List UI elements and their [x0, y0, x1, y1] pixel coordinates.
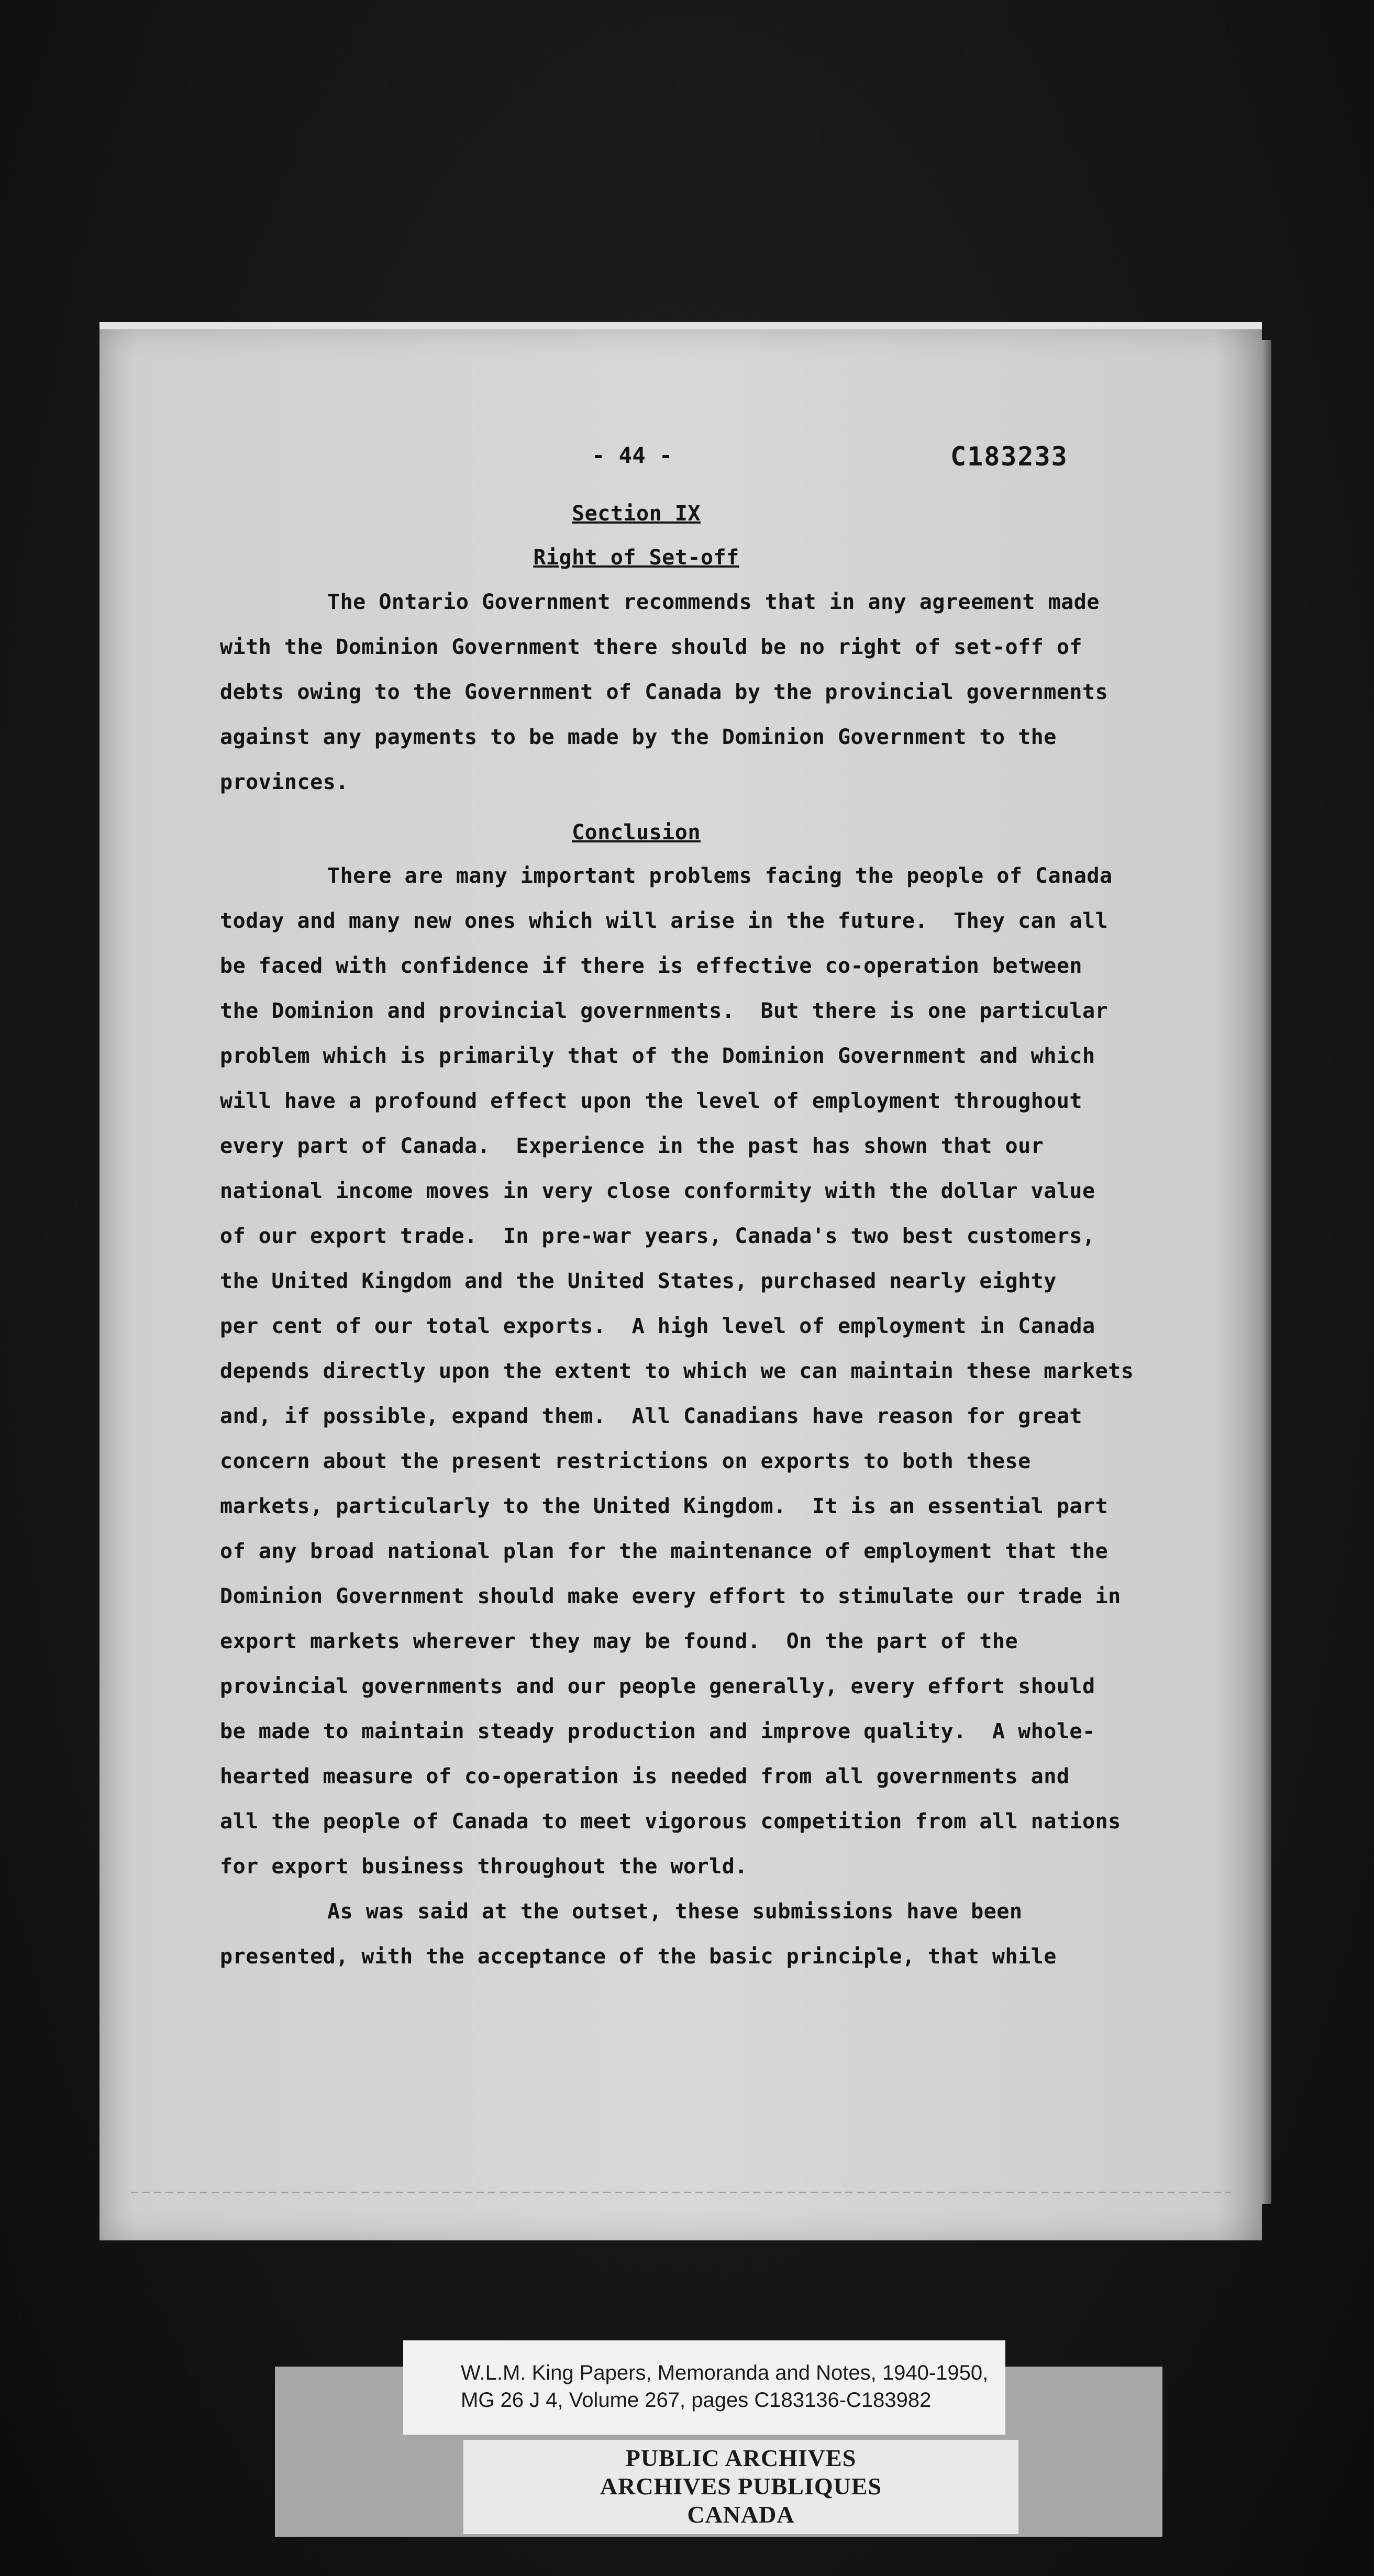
paragraph-line: per cent of our total exports. A high level of employment in Canada	[220, 1314, 1095, 1338]
stamp-country: CANADA	[687, 2501, 795, 2528]
paragraph-line: export markets wherever they may be found. On the part of the	[220, 1629, 1018, 1653]
paragraph-line: and, if possible, expand them. All Canadians have reason for great	[220, 1404, 1082, 1428]
paragraph-line: The Ontario Government recommends that in any agreement made	[327, 590, 1100, 614]
paragraph-line: be made to maintain steady production and improve quality. A whole-	[220, 1719, 1095, 1744]
paragraph-line: be faced with confidence if there is effective co-operation between	[220, 954, 1082, 978]
paragraph-line: As was said at the outset, these submissions have been	[327, 1900, 1023, 1924]
citation-card	[403, 2340, 1005, 2435]
paragraph-line: hearted measure of co-operation is needed from all governments and	[220, 1764, 1070, 1789]
page-divider	[131, 2192, 1231, 2193]
document-reference-number: C183233	[950, 441, 1068, 472]
paragraph-line: today and many new ones which will arise in the future. They can all	[220, 909, 1109, 933]
paragraph-line: for export business throughout the world.	[220, 1855, 748, 1879]
paragraph-line: problem which is primarily that of the Dominion Government and which	[220, 1044, 1095, 1068]
paragraph-line: There are many important problems facing the people of Canada	[327, 864, 1113, 888]
paragraph-line: of our export trade. In pre-war years, Canada's two best customers,	[220, 1224, 1095, 1248]
paragraph-line: will have a profound effect upon the level of employment throughout	[220, 1089, 1082, 1113]
public-archives-stamp	[463, 2440, 1018, 2534]
stamp-french: ARCHIVES PUBLIQUES	[600, 2473, 882, 2500]
paragraph-line: against any payments to be made by the Dominion Government to the	[220, 725, 1057, 749]
citation-volume-pages: MG 26 J 4, Volume 267, pages C183136-C183982	[461, 2389, 932, 2412]
paragraph-line: all the people of Canada to meet vigorous competition from all nations	[220, 1809, 1121, 1834]
paragraph-line: the United Kingdom and the United States, purchased nearly eighty	[220, 1269, 1057, 1293]
paragraph-line: concern about the present restrictions on exports to both these	[220, 1449, 1031, 1473]
paragraph-line: presented, with the acceptance of the basic principle, that while	[220, 1945, 1057, 1969]
conclusion-heading: Conclusion	[572, 820, 701, 845]
paragraph-line: every part of Canada. Experience in the past has shown that our	[220, 1134, 1044, 1158]
paragraph-line: provinces.	[220, 770, 349, 794]
paragraph-line: markets, particularly to the United Kingdom. It is an essential part	[220, 1494, 1109, 1518]
paragraph-line: debts owing to the Government of Canada by the provincial governments	[220, 680, 1109, 704]
paragraph-line: depends directly upon the extent to which we can maintain these markets	[220, 1359, 1134, 1383]
citation-collection: W.L.M. King Papers, Memoranda and Notes, 1940-1950,	[461, 2361, 989, 2384]
section-heading: Section IX	[572, 502, 701, 526]
paragraph-line: of any broad national plan for the maintenance of employment that the	[220, 1539, 1109, 1563]
paragraph-line: provincial governments and our people generally, every effort should	[220, 1674, 1095, 1698]
paragraph-line: Dominion Government should make every effort to stimulate our trade in	[220, 1584, 1121, 1608]
page-edge	[1262, 340, 1271, 2204]
page-number: - 44 -	[592, 442, 673, 468]
section-subtitle: Right of Set-off	[533, 546, 739, 570]
paragraph-line: with the Dominion Government there should be no right of set-off of	[220, 635, 1082, 659]
paragraph-line: the Dominion and provincial governments. But there is one particular	[220, 999, 1109, 1023]
stamp-english: PUBLIC ARCHIVES	[625, 2445, 857, 2471]
paragraph-line: national income moves in very close conformity with the dollar value	[220, 1179, 1095, 1203]
